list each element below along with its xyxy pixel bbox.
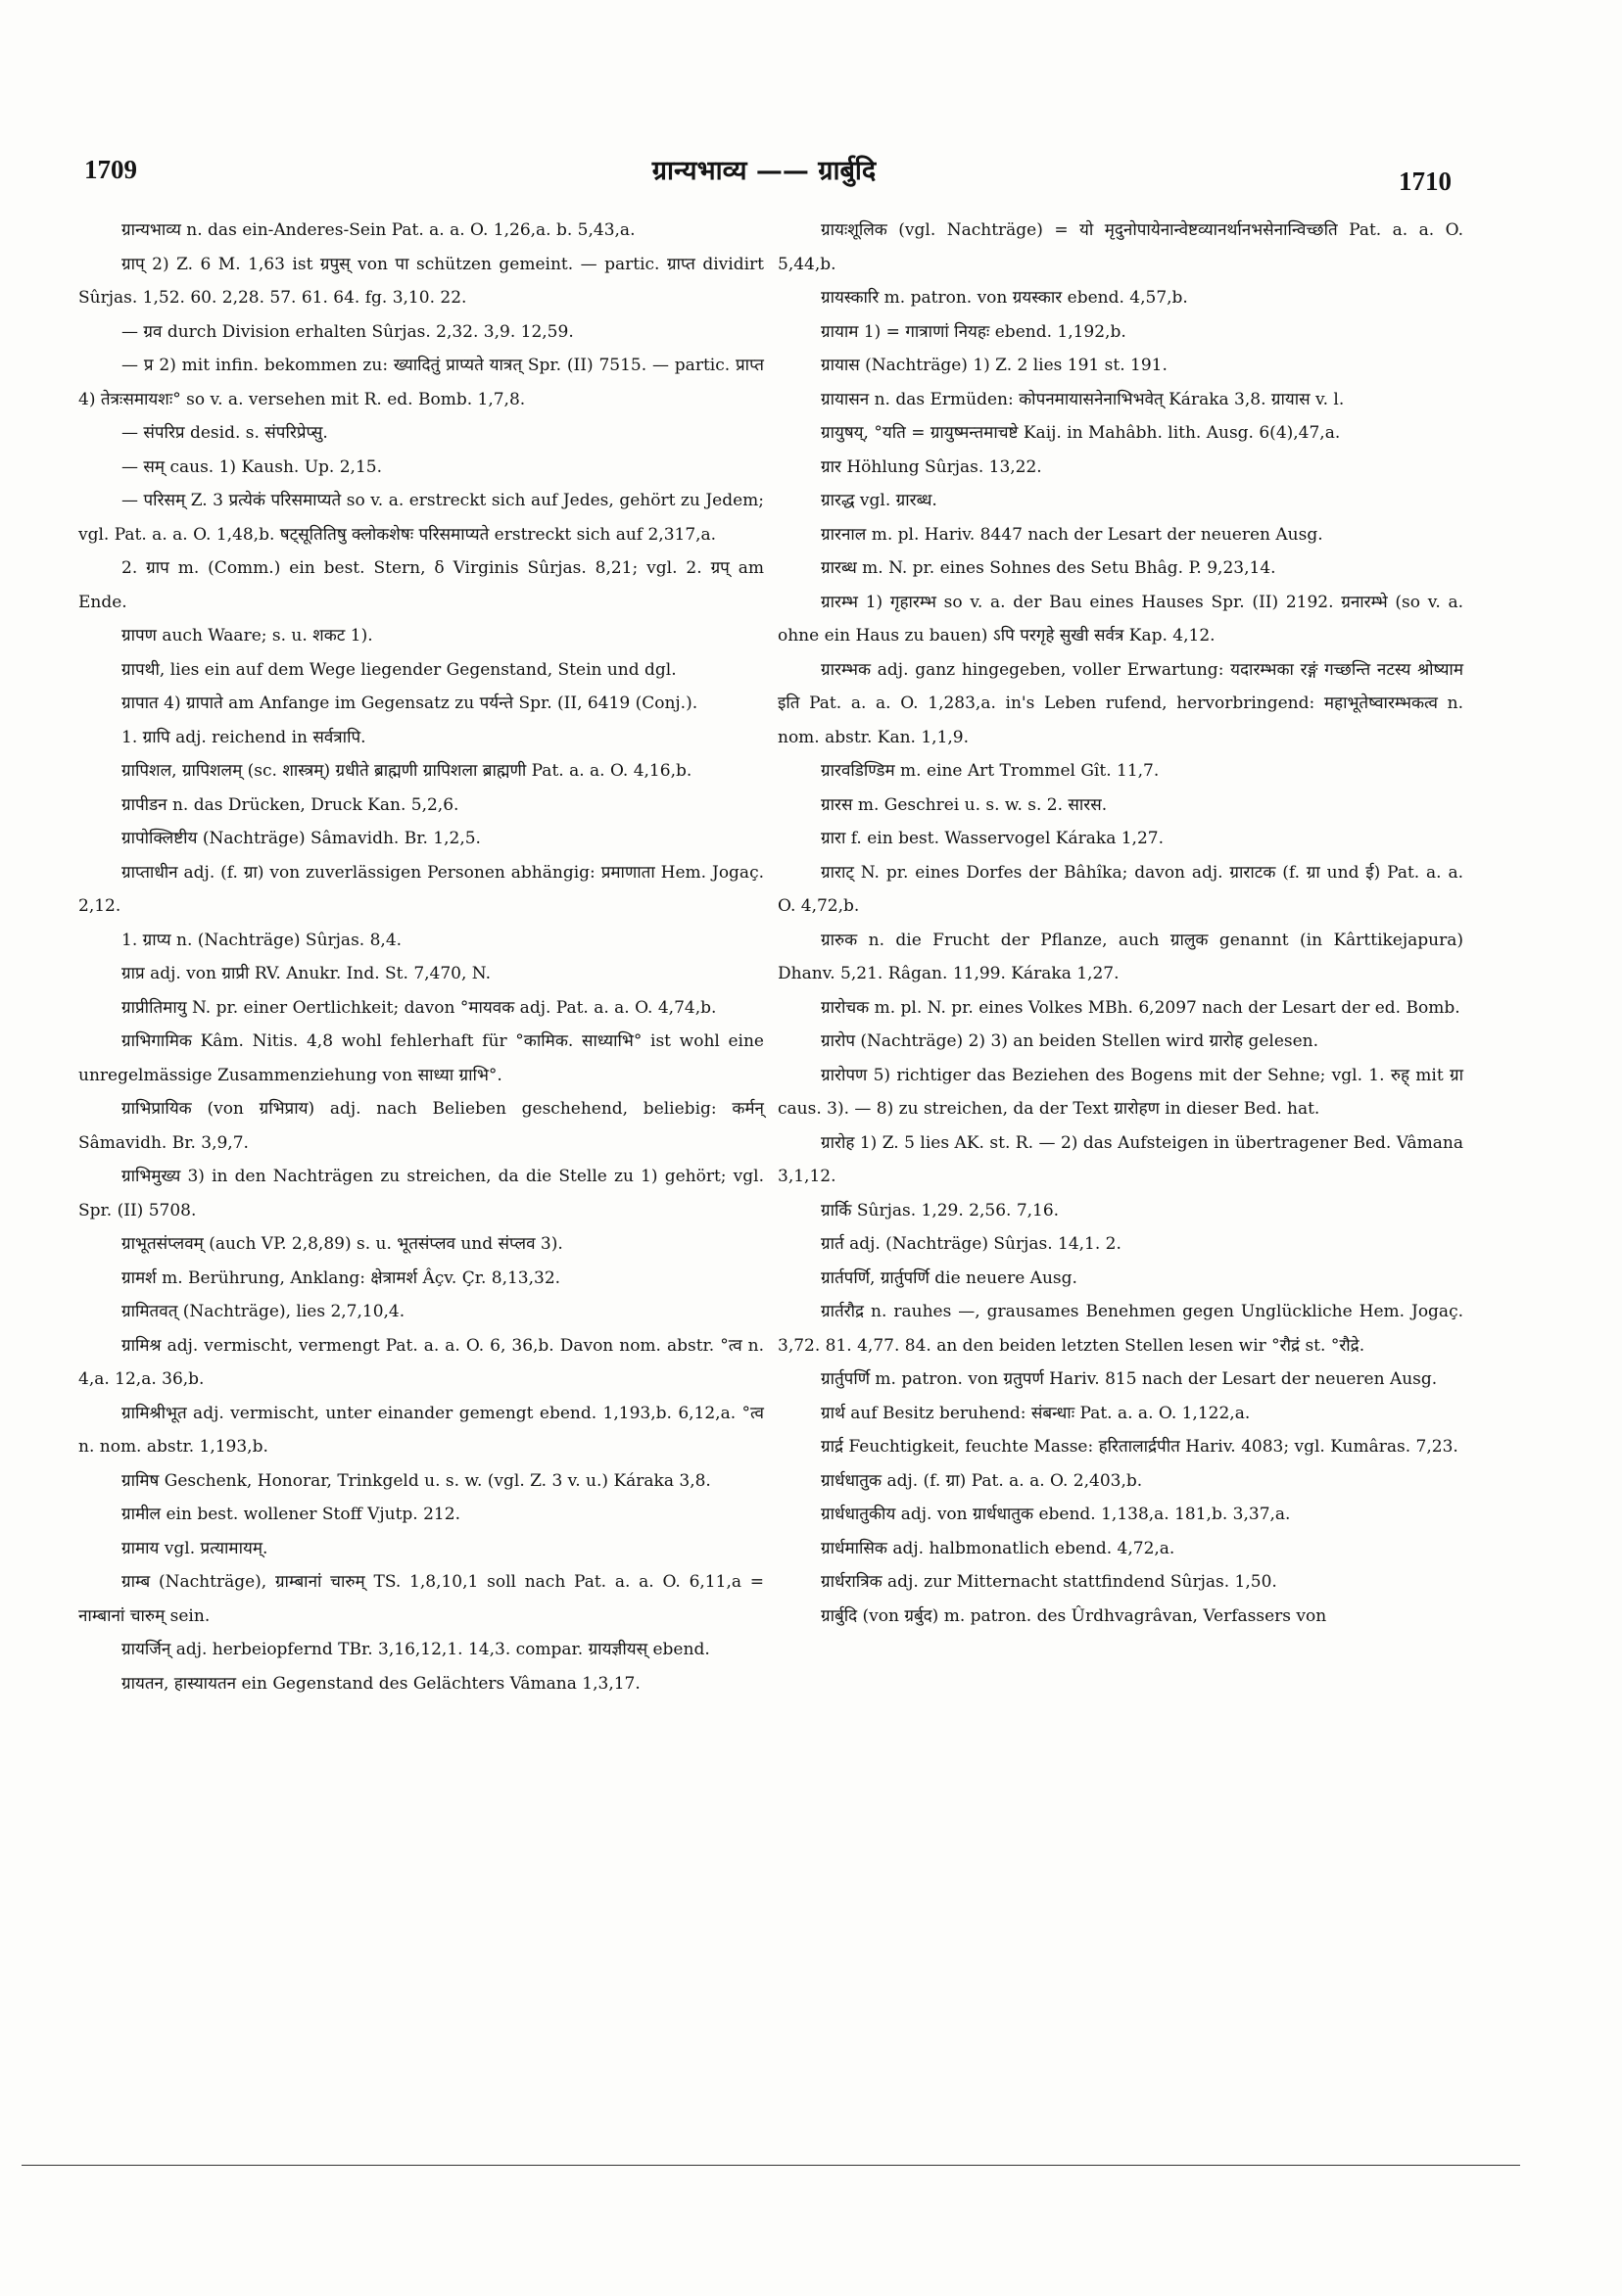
dictionary-entry: ग्राप्र adj. von ग्राप्री RV. Anukr. Ind. St. 7,470, N. (121, 964, 491, 983)
dictionary-entry: ग्रारस m. Geschrei u. s. w. s. 2. सारस. (821, 794, 1108, 815)
dictionary-entry: ग्रायस्कारि m. patron. von ग्रयस्कार ebend. 4,57,b. (821, 288, 1188, 308)
dictionary-entry: ग्रार्तपर्णि, ग्रार्तुपर्णि die neuere Ausg. (821, 1268, 1077, 1288)
bottom-rule (22, 2165, 1520, 2166)
dictionary-entry: ग्रारा f. ein best. Wasservogel Káraka 1,27. (821, 829, 1164, 848)
dictionary-entry: ग्रार्तुपर्णि m. patron. von ग्रतुपर्ण Hariv. 815 nach der Lesart der neueren Ausg. (821, 1369, 1438, 1389)
left-column (78, 214, 764, 1700)
dictionary-entry: ग्राप्रीतिमायु N. pr. einer Oertlichkeit; davon °मायवक adj. Pat. a. a. O. 4,74,b. (121, 997, 717, 1018)
dictionary-entry: ग्रामिश्र adj. vermischt, vermengt Pat. a. a. O. 6, 36,b. Davon nom. abstr. °त्व n. 4,a. 12,a. 36,b. (78, 1335, 764, 1389)
dictionary-entry: ग्रार्धधातुकीय adj. von ग्रार्धधातुक ebend. 1,138,a. 181,b. 3,37,a. (821, 1505, 1291, 1524)
page-number-right: 1710 (1399, 167, 1452, 196)
dictionary-entry: ग्रारोचक m. pl. N. pr. eines Volkes MBh. 6,2097 nach der Lesart der ed. Bomb. (821, 997, 1460, 1018)
dictionary-entry: ग्रापण auch Waare; s. u. शकट 1). (121, 626, 373, 646)
dictionary-entry: ग्रायास (Nachträge) 1) Z. 2 lies 191 st. 191. (821, 356, 1168, 375)
running-title: ग्रान्यभाव्य —— ग्रार्बुदि (651, 156, 877, 186)
dictionary-entry: 1. ग्रापि adj. reichend in सर्वत्रापि. (121, 727, 366, 747)
dictionary-entry: ग्रामाय vgl. प्रत्यामायम्. (121, 1538, 268, 1558)
dictionary-entry: — ग्रव durch Division erhalten Sûrjas. 2,32. 3,9. 12,59. (121, 321, 574, 342)
dictionary-entry: 1. ग्राप्य n. (Nachträge) Sûrjas. 8,4. (121, 930, 403, 950)
dictionary-entry: ग्रारनाल m. pl. Hariv. 8447 nach der Lesart der neueren Ausg. (821, 524, 1323, 545)
dictionary-entry: — सम् caus. 1) Kaush. Up. 2,15. (121, 456, 382, 477)
dictionary-entry: ग्रार्धधातुक adj. (f. ग्रा) Pat. a. a. O. 2,403,b. (821, 1470, 1143, 1491)
dictionary-entry: ग्रारम्भ 1) गृहारम्भ so v. a. der Bau eines Hauses Spr. (II) 2192. ग्रनारम्भे (so v. a. ohne ein Haus zu bauen) ऽपि परगृहे सुखी सर्वत्र Kap. 4,12. (778, 592, 1463, 646)
dictionary-entry: ग्रार्बुदि (von ग्रर्बुद) m. patron. des Ûrdhvagrâvan, Verfassers von (821, 1605, 1327, 1626)
dictionary-entry: 2. ग्राप m. (Comm.) ein best. Stern, δ Virginis Sûrjas. 8,21; vgl. 2. ग्रप् am Ende. (78, 558, 764, 612)
dictionary-entry: ग्रार्द्र Feuchtigkeit, feuchte Masse: हरितालार्द्रपीत Hariv. 4083; vgl. Kumâras. 7,23. (821, 1437, 1458, 1457)
dictionary-entry: ग्रार्धमासिक adj. halbmonatlich ebend. 4,72,a. (821, 1538, 1175, 1558)
dictionary-entry: — प्र 2) mit infin. bekommen zu: ख्यादितुं प्राप्यते यात्रत् Spr. (II) 7515. — partic. प्राप्त 4) तेत्रःसमायशः° so v. a. versehen mit R. ed. Bomb. 1,7,8. (78, 356, 764, 409)
dictionary-entry: ग्रामर्श m. Berührung, Anklang: क्षेत्रामर्श Âçv. Çr. 8,13,32. (121, 1268, 561, 1288)
dictionary-entry: ग्रामिश्रीभूत adj. vermischt, unter einander gemengt ebend. 1,193,b. 6,12,a. °त्व n. nom. abstr. 1,193,b. (78, 1403, 764, 1457)
dictionary-entry: ग्रामील ein best. wollener Stoff Vjutp. 212. (121, 1505, 460, 1524)
dictionary-entry: ग्रापीडन n. das Drücken, Druck Kan. 5,2,6. (121, 794, 459, 815)
running-header (0, 147, 1622, 196)
dictionary-entry: ग्रारम्भक adj. ganz hingegeben, voller Erwartung: यदारम्भका रङ्गं गच्छन्ति नटस्य श्रोष्याम इति Pat. a. a. O. 1,283,a. in's Leben rufend, hervorbringend: महाभूतेष्वारम्भकत्व n. nom. abstr. Kan. 1,1,9. (778, 659, 1463, 747)
dictionary-entry: ग्रायासन n. das Ermüden: कोपनमायासनेनाभिभवेत् Káraka 3,8. ग्रायास v. l. (821, 389, 1345, 409)
dictionary-entry: ग्रायर्जिन् adj. herbeiopfernd TBr. 3,16,12,1. 14,3. compar. ग्रायज्ञीयस् ebend. (121, 1640, 710, 1659)
dictionary-entry: ग्रार्कि Sûrjas. 1,29. 2,56. 7,16. (821, 1200, 1060, 1220)
dictionary-entry: ग्रारब्ध m. N. pr. eines Sohnes des Setu Bhâg. P. 9,23,14. (821, 558, 1276, 578)
dictionary-entry: ग्रार्त adj. (Nachträge) Sûrjas. 14,1. 2. (821, 1234, 1121, 1254)
dictionary-entry: ग्रायतन, हास्यायतन ein Gegenstand des Gelächters Vâmana 1,3,17. (121, 1673, 641, 1694)
dictionary-entry: ग्राभूतसंप्लवम् (auch VP. 2,8,89) s. u. भूतसंप्लव und संप्लव 3). (121, 1234, 563, 1254)
dictionary-entry: ग्राप्ताधीन adj. (f. ग्रा) von zuverlässigen Personen abhängig: प्रमाणाता Hem. Jogaç. 2,12. (78, 862, 764, 916)
dictionary-entry: ग्रार्धरात्रिक adj. zur Mitternacht stattfindend Sûrjas. 1,50. (821, 1572, 1277, 1592)
dictionary-entry: ग्रापोक्लिष्टीय (Nachträge) Sâmavidh. Br. 1,2,5. (121, 829, 481, 848)
dictionary-entry: ग्रापिशल, ग्रापिशलम् (sc. शास्त्रम्) ग्रधीते ब्राह्मणी ग्रापिशला ब्राह्मणी Pat. a. a. O. 4,16,b. (121, 761, 692, 781)
page-number-left: 1709 (84, 155, 137, 184)
dictionary-entry: — संपरिप्र desid. s. संपरिप्रेप्सु. (121, 423, 328, 443)
dictionary-entry: ग्राप् 2) Z. 6 M. 1,63 ist ग्रपुस् von पा schützen gemeint. — partic. ग्राप्त dividirt Sûrjas. 1,52. 60. 2,28. 57. 61. 64. fg. 3,10. 22. (78, 254, 764, 308)
dictionary-entry: ग्रामिष Geschenk, Honorar, Trinkgeld u. s. w. (vgl. Z. 3 v. u.) Káraka 3,8. (121, 1470, 711, 1491)
dictionary-entry: ग्रापात 4) ग्रापाते am Anfange im Gegensatz zu पर्यन्ते Spr. (II, 6419 (Conj.). (121, 694, 698, 713)
dictionary-entry: ग्रार Höhlung Sûrjas. 13,22. (821, 456, 1042, 477)
dictionary-entry: ग्रारवडिण्डिम m. eine Art Trommel Gît. 11,7. (821, 761, 1160, 781)
dictionary-entry: ग्राभिमुख्य 3) in den Nachträgen zu streichen, da die Stelle zu 1) gehört; vgl. Spr. (II) 5708. (78, 1167, 764, 1220)
dictionary-entry: ग्राभिगामिक Kâm. Nitis. 4,8 wohl fehlerhaft für °कामिक. साध्याभि° ist wohl eine unregelmässige Zusammenziehung von साध्या ग्राभि°. (78, 1031, 764, 1085)
dictionary-entry: ग्रायःशूलिक (vgl. Nachträge) = यो मृदुनोपायेनान्वेष्टव्यानर्थानभसेनान्विच्छति Pat. a. a. O. 5,44,b. (778, 220, 1463, 274)
dictionary-entry: ग्रारुक n. die Frucht der Pflanze, auch ग्रालुक genannt (in Kârttikejapura) Dhanv. 5,21. Râgan. 11,99. Káraka 1,27. (778, 930, 1463, 983)
right-column (778, 214, 1463, 1633)
dictionary-entry: ग्रारोप (Nachträge) 2) 3) an beiden Stellen wird ग्रारोह gelesen. (821, 1031, 1319, 1051)
dictionary-entry: ग्रारोपण 5) richtiger das Beziehen des Bogens mit der Sehne; vgl. 1. रुह् mit ग्रा caus. 3). — 8) zu streichen, da der Text ग्रारोहण in dieser Bed. hat. (778, 1065, 1463, 1119)
dictionary-entry: ग्रापथी, lies ein auf dem Wege liegender Gegenstand, Stein und dgl. (121, 659, 677, 680)
dictionary-entry: ग्रार्थ auf Besitz beruhend: संबन्धाः Pat. a. a. O. 1,122,a. (821, 1403, 1251, 1423)
dictionary-entry: ग्रारोह 1) Z. 5 lies AK. st. R. — 2) das Aufsteigen in übertragener Bed. Vâmana 3,1,12. (778, 1132, 1463, 1186)
dictionary-entry: ग्रार्तरौद्र n. rauhes —, grausames Benehmen gegen Unglückliche Hem. Jogaç. 3,72. 81. 4,77. 84. an den beiden letzten Stellen lesen wir °रौद्रं st. °रौद्रे. (778, 1302, 1463, 1356)
dictionary-entry: ग्रायुषय्, °यति = ग्रायुष्मन्तमाचष्टे Kaij. in Mahâbh. lith. Ausg. 6(4),47,a. (821, 423, 1341, 443)
dictionary-entry: — परिसम् Z. 3 प्रत्येकं परिसमाप्यते so v. a. erstreckt sich auf Jedes, gehört zu Jedem; vgl. Pat. a. a. O. 1,48,b. षट्सूतितिषु क्लोकशेषः परिसमाप्यते erstreckt sich auf 2,317,a. (78, 491, 764, 545)
dictionary-entry: ग्रायाम 1) = गात्राणां नियहः ebend. 1,192,b. (821, 321, 1126, 342)
dictionary-entry: ग्रान्यभाव्य n. das ein-Anderes-Sein Pat. a. a. O. 1,26,a. b. 5,43,a. (121, 220, 636, 240)
dictionary-entry: ग्राम्ब (Nachträge), ग्राम्बानां चारुम् TS. 1,8,10,1 soll nach Pat. a. a. O. 6,11,a = नाम्बानां चारुम् sein. (78, 1572, 764, 1626)
dictionary-entry: ग्रामितवत् (Nachträge), lies 2,7,10,4. (121, 1302, 406, 1321)
dictionary-entry: ग्राराट् N. pr. eines Dorfes der Bâhîka; davon adj. ग्राराटक (f. ग्रा und ई) Pat. a. a. O. 4,72,b. (778, 862, 1463, 916)
dictionary-entry: ग्राभिप्रायिक (von ग्रभिप्राय) adj. nach Belieben geschehend, beliebig: कर्मन् Sâmavidh. Br. 3,9,7. (78, 1099, 764, 1153)
dictionary-entry: ग्रारद्ध vgl. ग्रारब्ध. (821, 491, 937, 510)
